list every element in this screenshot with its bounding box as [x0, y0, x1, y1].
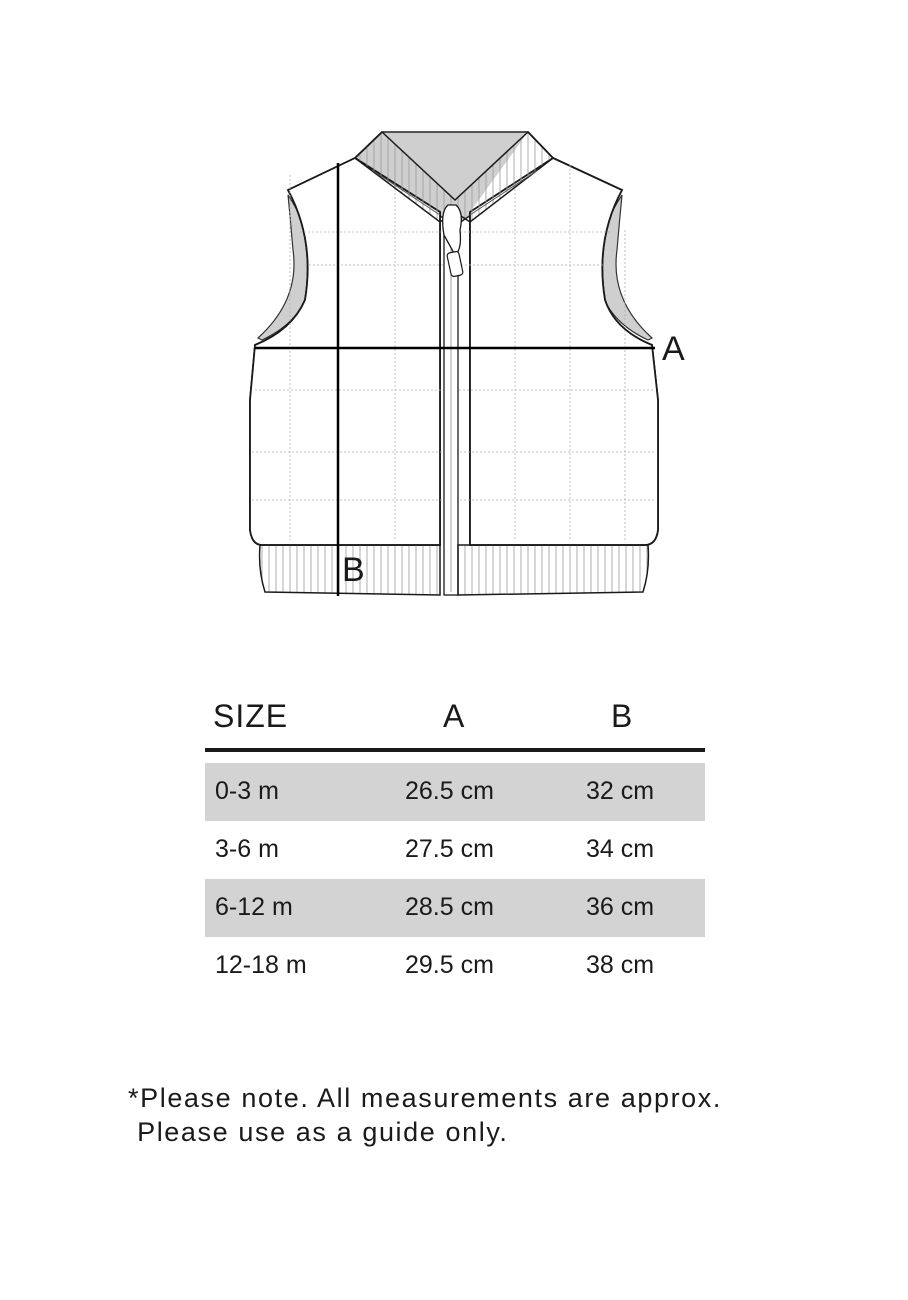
row-size: 3-6 m — [215, 835, 279, 863]
hem-rib-right — [458, 545, 648, 595]
header-a: A — [443, 698, 466, 734]
table-row — [205, 879, 705, 937]
header-b: B — [611, 698, 634, 734]
table-row — [205, 821, 705, 879]
row-a: 29.5 cm — [405, 951, 494, 979]
table-row — [205, 763, 705, 821]
header-rule — [205, 748, 705, 752]
size-chart-table — [205, 690, 705, 995]
row-size: 12-18 m — [215, 951, 307, 979]
row-a: 28.5 cm — [405, 893, 494, 921]
vest-front-left — [250, 158, 440, 545]
label-a: A — [662, 330, 685, 368]
vest-front-right — [470, 158, 658, 545]
header-size: SIZE — [213, 698, 289, 734]
row-b: 34 cm — [586, 835, 655, 863]
row-a: 27.5 cm — [405, 835, 494, 863]
measurement-note — [128, 1081, 722, 1149]
table-row — [205, 937, 705, 995]
row-b: 32 cm — [586, 777, 655, 805]
row-b: 38 cm — [586, 951, 655, 979]
label-b: B — [342, 551, 365, 589]
vest-illustration — [0, 0, 908, 640]
note-line-1: *Please note. All measurements are approx. — [128, 1083, 722, 1113]
row-size: 0-3 m — [215, 777, 279, 805]
row-size: 6-12 m — [215, 893, 293, 921]
row-a: 26.5 cm — [405, 777, 494, 805]
note-line-2: Please use as a guide only. — [128, 1117, 509, 1147]
table-header — [205, 690, 705, 748]
row-b: 36 cm — [586, 893, 655, 921]
